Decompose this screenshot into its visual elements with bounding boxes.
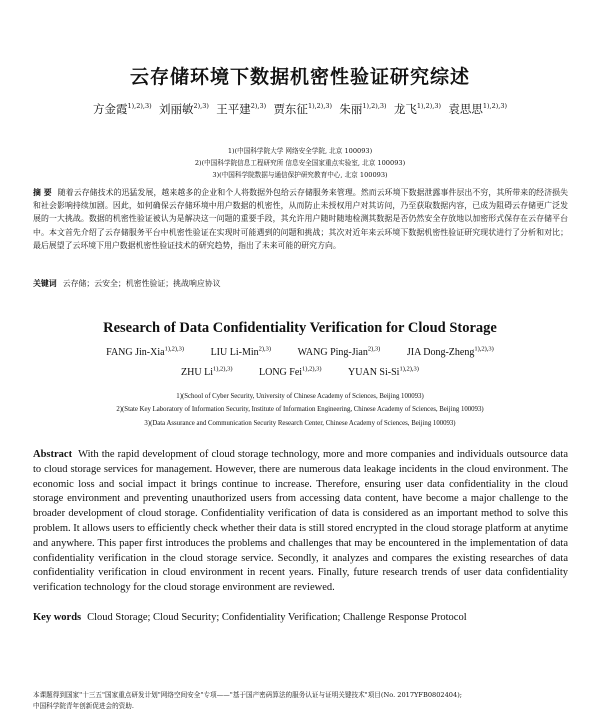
english-author-list	[0, 366, 600, 378]
english-author-list	[0, 346, 600, 358]
author: 方金霞$^{1),2),3)}$	[93, 102, 152, 116]
chinese-affiliation: 3)(中国科学院数据与通信保护研究教育中心, 北京 100093)	[212, 171, 388, 179]
english-abstract	[33, 448, 568, 596]
english-keywords	[33, 612, 467, 623]
english-title: Research of Data Confidentiality Verification for Cloud Storage	[103, 320, 497, 336]
english-keywords-label: Key words	[33, 612, 82, 623]
english-keywords-text: Cloud Storage; Cloud Security; Confidentiality Verification; Challenge Response Protocol	[87, 612, 467, 623]
author: 贾东征$^{1),2),3)}$	[273, 102, 333, 116]
chinese-affiliation: 2)(中国科学院信息工程研究所 信息安全国家重点实验室, 北京 100093)	[194, 159, 406, 167]
author: WANG Ping-Jian$^{2),3)}$	[297, 346, 381, 359]
funding-footnote: 本课题得到国家"十三五"国家重点研发计划"网络空间安全"专项——"基于国产密码算法的服务认证与证明关键技术"项目(No. 2017YFB0802404);	[33, 691, 462, 699]
chinese-author-list	[0, 101, 600, 117]
english-affiliation: 3)(Data Assurance and Communication Security Research Center, Chinese Academy of Sciences, Beijing 100093)	[144, 420, 456, 427]
author: YUAN $Si-Si^{1),2),3)}$	[348, 366, 419, 379]
english-abstract-label: Abstract	[33, 449, 73, 460]
author: LIU Li-Min$^{2),3)}$	[210, 346, 272, 359]
author: 朱丽$^{1),2),3)}$	[339, 102, 387, 116]
author: JIA Dong-Zheng$^{1),2),3)}$	[406, 346, 494, 359]
author: 龙飞$^{1),2),3)}$	[393, 102, 442, 116]
chinese-keywords-label: 关键词	[33, 279, 57, 288]
chinese-affiliation: 1)(中国科学院大学 网络安全学院, 北京 100093)	[227, 147, 373, 155]
chinese-keywords	[33, 278, 221, 289]
author: 王平建$^{2),3)}$	[216, 102, 267, 116]
chinese-abstract-label: 摘 要	[33, 188, 52, 197]
english-affiliation: 1)(School of Cyber Security, University of Chinese Academy of Sciences, Beijing 100093)	[176, 393, 424, 400]
chinese-abstract-text: 随着云存储技术的迅猛发展，越来越多的企业和个人将数据外包给云存储服务来管理。然而云环境下数据泄露事件层出不穷，其所带来的经济损失和社会影响持续加剧。因此，如何确保云存储环境中用户数据的机密性，从而防止未授权用户对其访问，乃至获取数据内容，已成为阻碍云存储更广泛发展的一大挑战。数据的机密性验证被认为是解决这一问题的重要手段，其允许用户随时随地检测其数据是否仍然安全存放地以加密形式保存在云存储平台中。本文首先介绍了云存储服务平台中机密性验证在实现时可能遇到的问题和挑战；其次对近年来云环境下数据机密性验证研究现状进行了分析和对比；最后展望了云环境下用户数据机密性验证技术的研究趋势，指出了未来可能的研究方向。	[33, 188, 568, 250]
author: 刘丽敏$^{2),3)}$	[158, 102, 209, 116]
english-abstract-text: With the rapid development of cloud storage technology, more and more companies and individuals outsource data to cloud storage services for management. However, there are numerous data leakage incidents in the cloud environment. The economic loss and social impact it brings continue to increase. Therefore, ensuring user data confidentiality in the cloud storage environment and preventing unauthorized users from accessing data content, have become a major challenge to the broader development of cloud storage. Confidentiality verification of data is considered as an important method to solve this problem. It allows users to efficiently check whether their data is still stored encrypted in the cloud storage platform at anytime and anywhere. This paper first introduces the problems and challenges that may be encountered in the implementation of data confidentiality verification in the cloud storage service. Secondly, it analyzes and compares the existing researches of data confidentiality verification in cloud environment in recent years. Finally, future research trends of user data confidentiality verification technology for the cloud storage environment are reviewed.	[33, 449, 568, 594]
funding-footnote: 中国科学院青年创新促进会的资助.	[33, 702, 135, 710]
chinese-keywords-text: 云存储；云安全；机密性验证；挑战响应协议	[62, 279, 221, 288]
chinese-title: 云存储环境下数据机密性验证研究综述	[129, 66, 470, 88]
author: ZHU $Li^{1),2),3)}$	[181, 366, 233, 379]
author: 袁思思$^{1),2),3)}$	[448, 102, 507, 116]
chinese-abstract	[33, 186, 568, 252]
english-affiliation: 2)(State Key Laboratory of Information Security, Institute of Information Engineering, Chinese Academy of Sciences, Beijing 100093)	[116, 406, 484, 413]
author: LONG Fei$^{1),2),3)}$	[258, 366, 322, 379]
author: FANG Jin-Xia$^{1),2),3)}$	[106, 346, 185, 359]
